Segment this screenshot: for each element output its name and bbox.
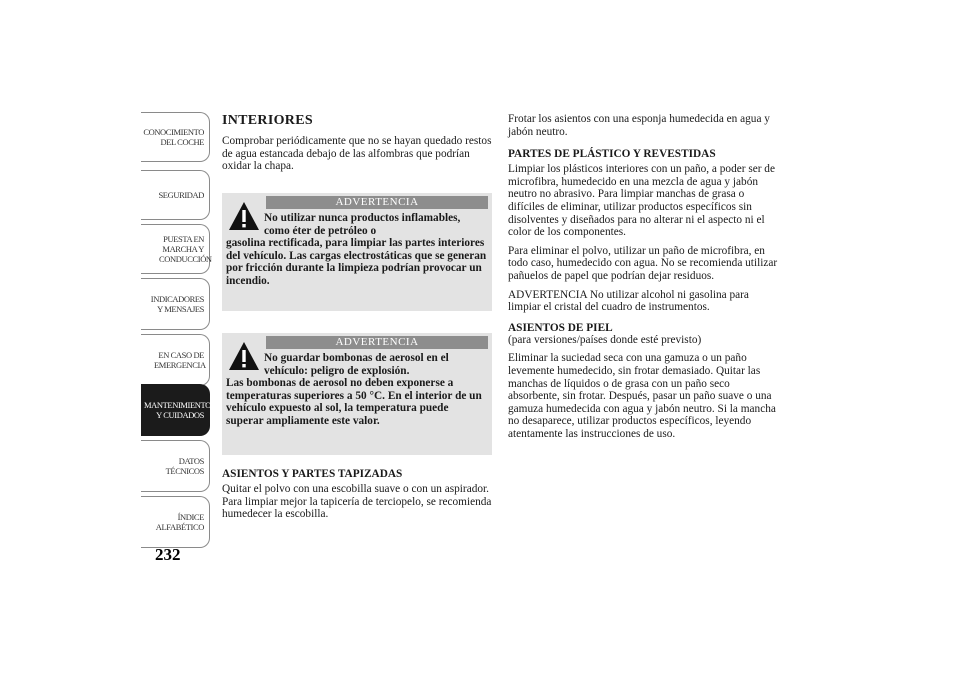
leather-subheading: (para versiones/países donde esté previsto) (508, 333, 702, 346)
leather-paragraph: Eliminar la suciedad seca con una gamuza o un paño levemente humedecido, sin frotar demasiado. Quitar las manchas de líquidos o de grasa con un paño seco absorbente, sin frotar. Después, pasar un paño suave o una gamuza humedecida con agua y jabón neutro. Si la mancha no desaparece, utilizar productos específicos, leyendo atentamente las instrucciones de uso. (508, 352, 776, 440)
warning-triangle-icon (228, 341, 260, 371)
warning-heading: ADVERTENCIA (266, 336, 488, 349)
left-column (222, 113, 492, 179)
section-title: INTERIORES (222, 113, 313, 128)
tab-label: DATOS TÉCNICOS (165, 456, 204, 476)
warning-heading: ADVERTENCIA (266, 196, 488, 209)
seats-paragraph: Quitar el polvo con una escobilla suave o con un aspirador. Para limpiar mejor la tapicería de terciopelo, se recomienda humedecer la escobilla. (222, 483, 492, 521)
leather-heading: ASIENTOS DE PIEL (508, 321, 613, 334)
warning-first-line: No guardar bombonas de aerosol en el vehículo: peligro de explosión. (264, 352, 449, 377)
tab-indicadores-y-mensajes[interactable] (141, 278, 210, 330)
tab-en-caso-de-emergencia[interactable] (141, 334, 210, 386)
warning-text (226, 212, 488, 288)
tab-puesta-en-marcha[interactable] (141, 224, 210, 274)
warning-body: Las bombonas de aerosol no deben exponerse a temperaturas superiores a 50 °C. En el interior de un vehículo expuesto al sol, la temperatura puede superar ampliamente este valor. (226, 377, 482, 427)
warning-box-flammables (222, 193, 492, 311)
plastic-paragraph-3: ADVERTENCIA No utilizar alcohol ni gasolina para limpiar el cristal del cuadro de instrumentos. (508, 288, 749, 314)
plastic-heading: PARTES DE PLÁSTICO Y REVESTIDAS (508, 148, 716, 161)
tab-label: ÍNDICE ALFABÉTICO (155, 512, 204, 532)
tab-seguridad[interactable] (141, 170, 210, 220)
intro-paragraph: Comprobar periódicamente que no se hayan quedado restos de agua estancada debajo de las alfombras que podrían oxidar la chapa. (222, 135, 492, 173)
tab-indice-alfabetico[interactable] (141, 496, 210, 548)
tab-label: SEGURIDAD (158, 190, 204, 200)
warning-triangle-icon (228, 201, 260, 231)
tab-label: MANTENIMIENTO Y CUIDADOS (144, 400, 211, 420)
tab-label: CONOCIMIENTO DEL COCHE (143, 127, 204, 147)
warning-box-aerosol (222, 333, 492, 455)
tab-mantenimiento-y-cuidados[interactable] (141, 384, 210, 436)
page-number: 232 (155, 545, 181, 564)
intro-paragraph: Frotar los asientos con una esponja humedecida en agua y jabón neutro. (508, 113, 770, 138)
tab-label: EN CASO DE EMERGENCIA (154, 350, 206, 370)
warning-body: gasolina rectificada, para limpiar las partes interiores del vehículo. Las cargas electrostáticas que se generan por fricción durante la limpieza podrían provocar un incendio. (226, 237, 487, 287)
warning-first-line: No utilizar nunca productos inflamables, como éter de petróleo o (264, 212, 461, 237)
seats-section (222, 468, 492, 527)
tab-label: INDICADORES Y MENSAJES (150, 294, 204, 314)
plastic-paragraph-2: Para eliminar el polvo, utilizar un paño de microfibra, en todo caso, humedecido con agua. No se recomienda utilizar pañuelos de papel que podrían dejar residuos. (508, 244, 778, 282)
tab-conocimiento-del-coche[interactable] (141, 112, 210, 162)
tab-datos-tecnicos[interactable] (141, 440, 210, 492)
right-column (508, 113, 778, 446)
tab-label: PUESTA EN MARCHA Y CONDUCCIÓN (159, 234, 212, 264)
warning-text (226, 352, 488, 428)
plastic-paragraph-1: Limpiar los plásticos interiores con un paño, a poder ser de microfibra, humedecido en una mezcla de agua y jabón neutro no abrasivo. Para limpiar manchas de grasa o difíciles de eliminar, utilizar productos específicos sin disolventes y diseñados para no alterar ni el aspecto ni el color de los componentes. (508, 163, 775, 239)
seats-heading: ASIENTOS Y PARTES TAPIZADAS (222, 468, 403, 480)
